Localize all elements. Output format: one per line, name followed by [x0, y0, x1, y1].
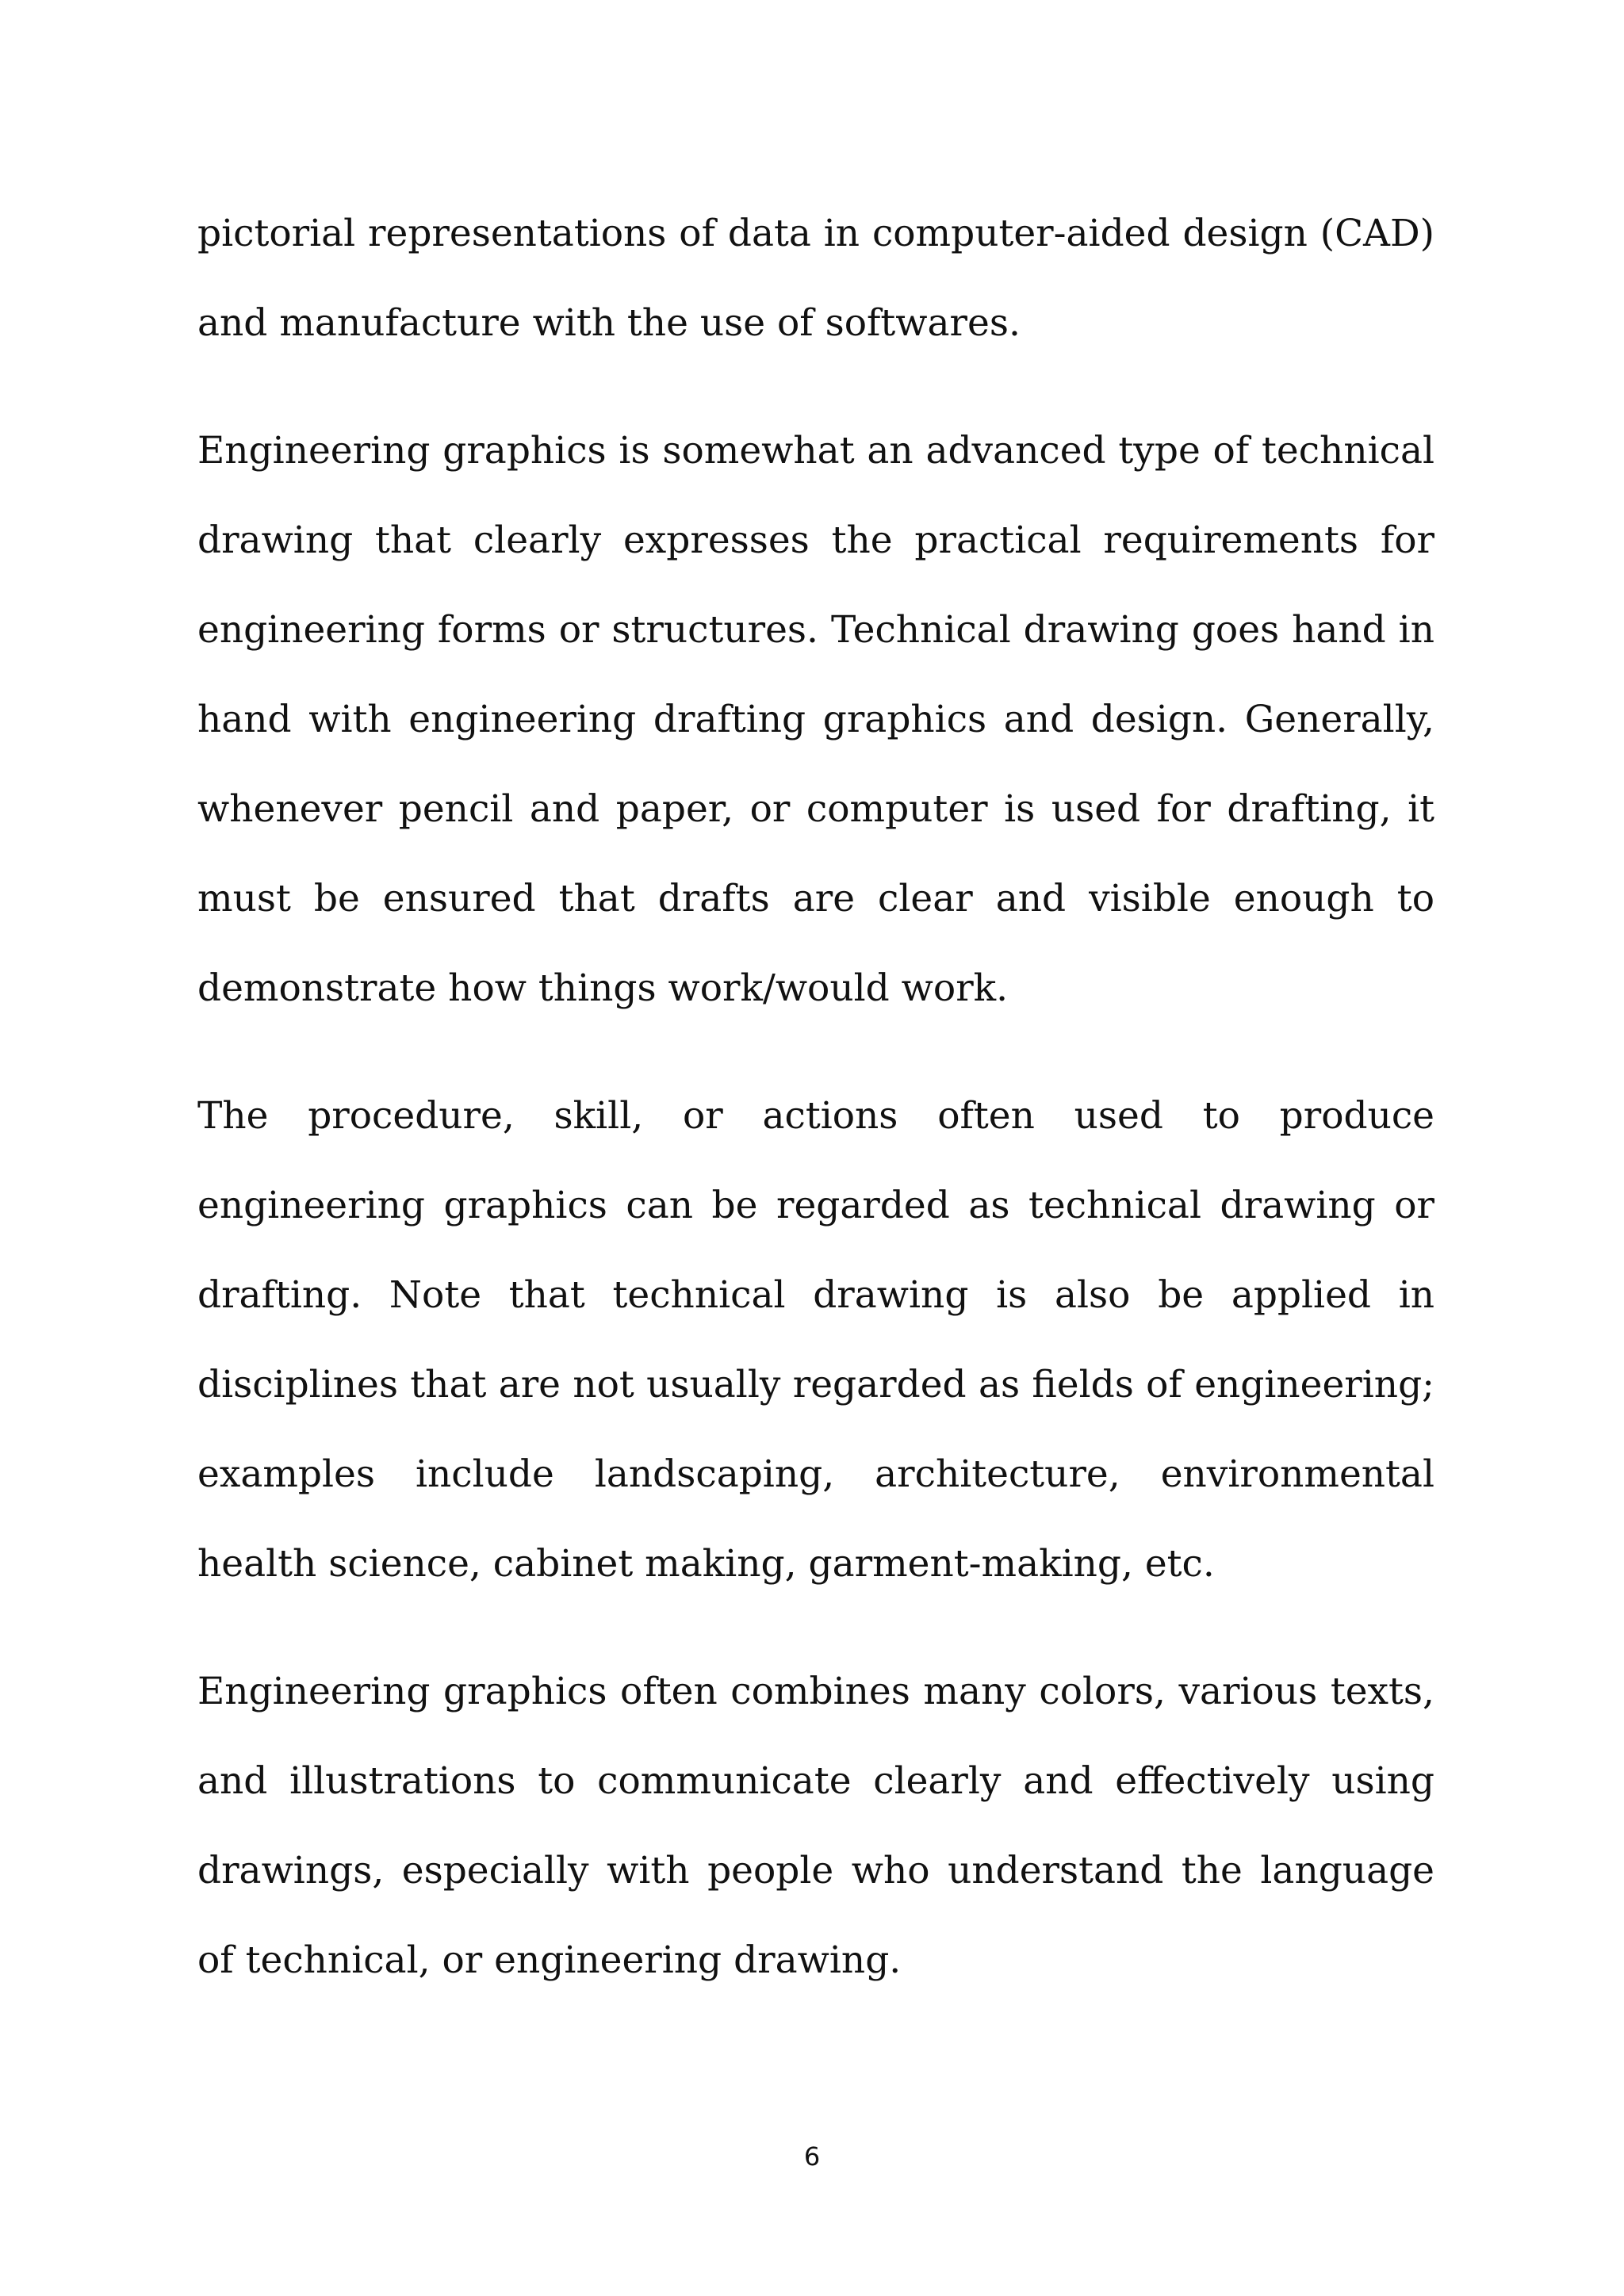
paragraph-3: The procedure, skill, or actions often used to produce engineering graphics can be regarded as technical drawing or drafting. Note that technical drawing is also be applied in disciplines that are not usually regarded as fields of engineering; examples include landscaping, architecture, environmental health science, cabinet making, garment-making, etc. — [197, 1094, 1434, 1586]
paragraph-4: Engineering graphics often combines many colors, various texts, and illustrations to communicate clearly and effectively using drawings, especially with people who understand the language of technical, or engineering drawing. — [197, 1670, 1434, 1982]
page-number: 6 — [803, 2141, 821, 2172]
paragraph-2: Engineering graphics is somewhat an advanced type of technical drawing that clearly expresses the practical requirements for engineering forms or structures. Technical drawing goes hand in hand with engineering drafting graphics and design. Generally, whenever pencil and paper, or computer is used for drafting, it must be ensured that drafts are clear and visible enough to demonstrate how things work/would work. — [197, 429, 1434, 1010]
body-text — [197, 189, 1434, 2005]
paragraph-1: pictorial representations of data in computer-aided design (CAD) and manufacture with the use of softwares. — [197, 212, 1434, 345]
